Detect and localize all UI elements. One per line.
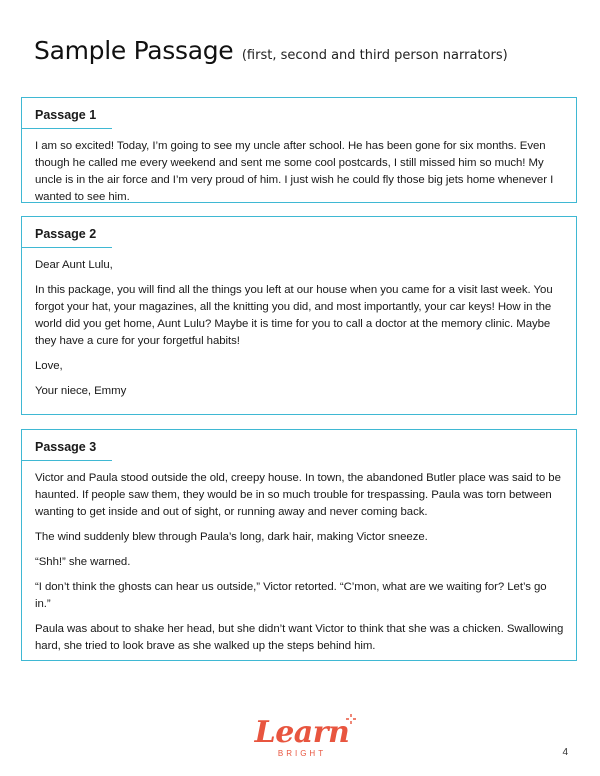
passage-2-paragraph: Your niece, Emmy [35,385,127,397]
passage-2-body [22,247,576,400]
passage-3-paragraph: The wind suddenly blew through Paula’s long, dark hair, making Victor sneeze. [35,531,428,543]
passage-2-paragraph: In this package, you will find all the things you left at our house when you came for a visit last week. You forgot your hat, your magazines, all the knitting you did, and most importantly, your car keys! How in the world did you get home, Aunt Lulu? Maybe it is time for you to call a doctor at the memory clinic. Maybe they have a cure for your forgetful habits! [35,284,553,347]
passage-2-paragraph: Dear Aunt Lulu, [35,259,113,271]
passage-3-paragraph: “I don’t think the ghosts can hear us outside,” Victor retorted. “C’mon, what are we waiting for? Let’s go in.” [35,581,547,610]
spark-icon [346,714,356,724]
passage-2-box [21,216,577,415]
passage-1-body [22,128,576,206]
title-main: Sample Passage [34,36,234,65]
passage-2-label: Passage 2 [22,217,576,247]
page-title [34,36,508,65]
passage-2-paragraph: Love, [35,360,63,372]
learn-bright-logo [250,715,354,758]
logo-word: Learn [254,715,350,750]
passage-3-paragraph: “Shh!” she warned. [35,556,131,568]
passage-3-label: Passage 3 [22,430,576,460]
passage-1-paragraph: I am so excited! Today, I’m going to see my uncle after school. He has been gone for six months. Even though he called me every weekend and sent me some cool postcards, I still missed him so much! My uncle is in the air force and I’m very proud of him. I just wish he could fly those big jets home whenever I wanted to see him. [35,140,554,203]
passage-3-paragraph: Paula was about to shake her head, but she didn’t want Victor to think that she was a chicken. Swallowing hard, she tried to look brave as she walked up the steps behind him. [35,623,564,652]
title-subtitle: (first, second and third person narrators) [241,48,508,63]
passage-1-box [21,97,577,203]
passage-1-label: Passage 1 [22,98,576,128]
passage-3-body [22,460,576,655]
passage-3-box [21,429,577,661]
passage-3-paragraph: Victor and Paula stood outside the old, creepy house. In town, the abandoned Butler place was said to be haunted. If people saw them, they would be in so much trouble for trespassing. Paula was torn between wanting to get inside and out of sight, or running away and never coming back. [35,472,561,518]
logo-subword: BRIGHT [277,749,327,758]
page-number: 4 [562,747,568,758]
